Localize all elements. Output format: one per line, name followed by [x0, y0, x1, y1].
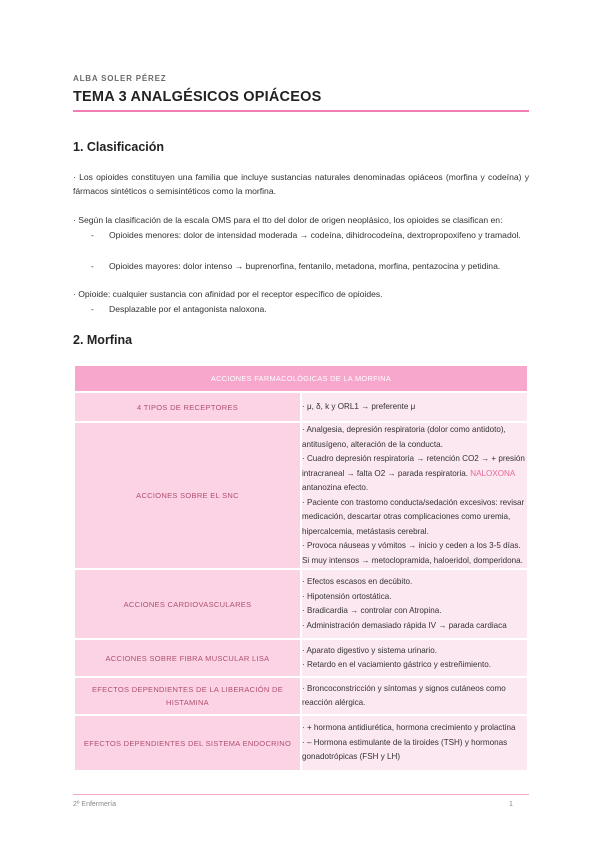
list-dash: - [91, 230, 94, 240]
row-line: · Paciente con trastorno conducta/sedación excesivos: revisar medicación, descartar otras complicaciones como uremia, hipercalcemia, metástasis cerebral. [302, 497, 525, 536]
naloxona-highlight: NALOXONA [470, 468, 515, 478]
list-item [73, 302, 529, 317]
row-label: EFECTOS DEPENDIENTES DEL SISTEMA ENDOCRINO [74, 715, 301, 771]
list-item [73, 259, 529, 274]
row-line: · Aparato digestivo y sistema urinario. [302, 645, 437, 655]
row-line: · Hipotensión ortostática. [302, 591, 392, 601]
row-line: · Broncoconstricción y síntomas y signos cutáneos como reacción alérgica. [302, 683, 506, 707]
table-row [74, 677, 528, 715]
row-label: ACCIONES SOBRE EL SNC [74, 422, 301, 569]
list-dash: - [91, 304, 94, 314]
list-item-text: Desplazable por el antagonista naloxona. [109, 304, 267, 314]
list-item-text: Opioides menores: dolor de intensidad moderada → codeína, dihidrocodeína, dextropropoxifeno y tramadol. [109, 230, 521, 240]
row-line: · Analgesia, depresión respiratoria (dolor como antidoto), antitusígeno, alteración de la conducta. [302, 425, 506, 449]
paragraph-opioide-definicion: · Opioide: cualquier sustancia con afinidad por el receptor específico de opioides. [73, 289, 383, 299]
morfina-actions-table [73, 364, 529, 772]
paragraph-clasificacion-oms: · Según la clasificación de la escala OMS para el tto del dolor de origen neoplásico, los opioides se clasifican en: [73, 215, 503, 225]
list-item-text: Opioides mayores: dolor intenso → buprenorfina, fentanilo, metadona, morfina, pentazocina y petidina. [109, 261, 501, 271]
list-dash: - [91, 261, 94, 271]
section-heading-clasificacion: 1. Clasificación [73, 140, 165, 154]
row-line: · Efectos escasos en decúbito. [302, 577, 413, 586]
row-line: · Provoca náuseas y vómitos → inicio y ceden a los 3-5 días. Si muy intensos → metoclopramida, haloeridol, domperidona. [302, 541, 523, 565]
row-value [301, 422, 528, 569]
row-value [301, 392, 528, 422]
row-value [301, 569, 528, 639]
table-row [74, 392, 528, 422]
table-header: ACCIONES FARMACOLÓGICAS DE LA MORFINA [74, 365, 528, 392]
table-row [74, 569, 528, 639]
row-label: ACCIONES CARDIOVASCULARES [74, 569, 301, 639]
footer-course: 2º Enfermería [73, 801, 117, 808]
section-heading-morfina: 2. Morfina [73, 333, 133, 347]
list-item [73, 228, 529, 258]
author-name: ALBA SOLER PÉREZ [73, 74, 167, 83]
document-title: TEMA 3 ANALGÉSICOS OPIÁCEOS [73, 89, 322, 105]
row-line: · Retardo en el vaciamiento gástrico y estreñimiento. [302, 660, 491, 669]
table-row [74, 422, 528, 569]
row-value [301, 639, 528, 677]
row-line-text: antanozina efecto. [302, 483, 369, 492]
row-label: 4 TIPOS DE RECEPTORES [74, 392, 301, 422]
row-line-text: · Cuadro depresión respiratoria → retención CO2 → + presión intracraneal → falta O2 → parada respiratoria. [302, 454, 525, 478]
row-line: · μ, δ, k y ORL1 → preferente μ [302, 401, 416, 411]
row-line: · + hormona antidiurética, hormona crecimiento y prolactina [302, 723, 516, 733]
table-row [74, 715, 528, 771]
row-value [301, 677, 528, 715]
footer-rule [73, 794, 529, 795]
table-row [74, 639, 528, 677]
row-line: · Bradicardia → controlar con Atropina. [302, 606, 442, 615]
row-line [302, 452, 527, 496]
page-number: 1 [509, 801, 513, 808]
row-value [301, 715, 528, 771]
title-rule [73, 110, 529, 112]
row-line: · Administración demasiado rápida IV → parada cardiaca [302, 620, 507, 630]
row-line: · – Hormona estimulante de la tiroides (TSH) y hormonas gonadotrópicas (FSH y LH) [302, 737, 508, 762]
row-label: ACCIONES SOBRE FIBRA MUSCULAR LISA [74, 639, 301, 677]
paragraph-opioides-familia: · Los opioides constituyen una familia que incluye sustancias naturales denominadas opiáceos (morfina y codeína) y fármacos sintéticos o semisintéticos como la morfina. [73, 172, 529, 197]
row-label: EFECTOS DEPENDIENTES DE LA LIBERACIÓN DE HISTAMINA [74, 677, 301, 715]
